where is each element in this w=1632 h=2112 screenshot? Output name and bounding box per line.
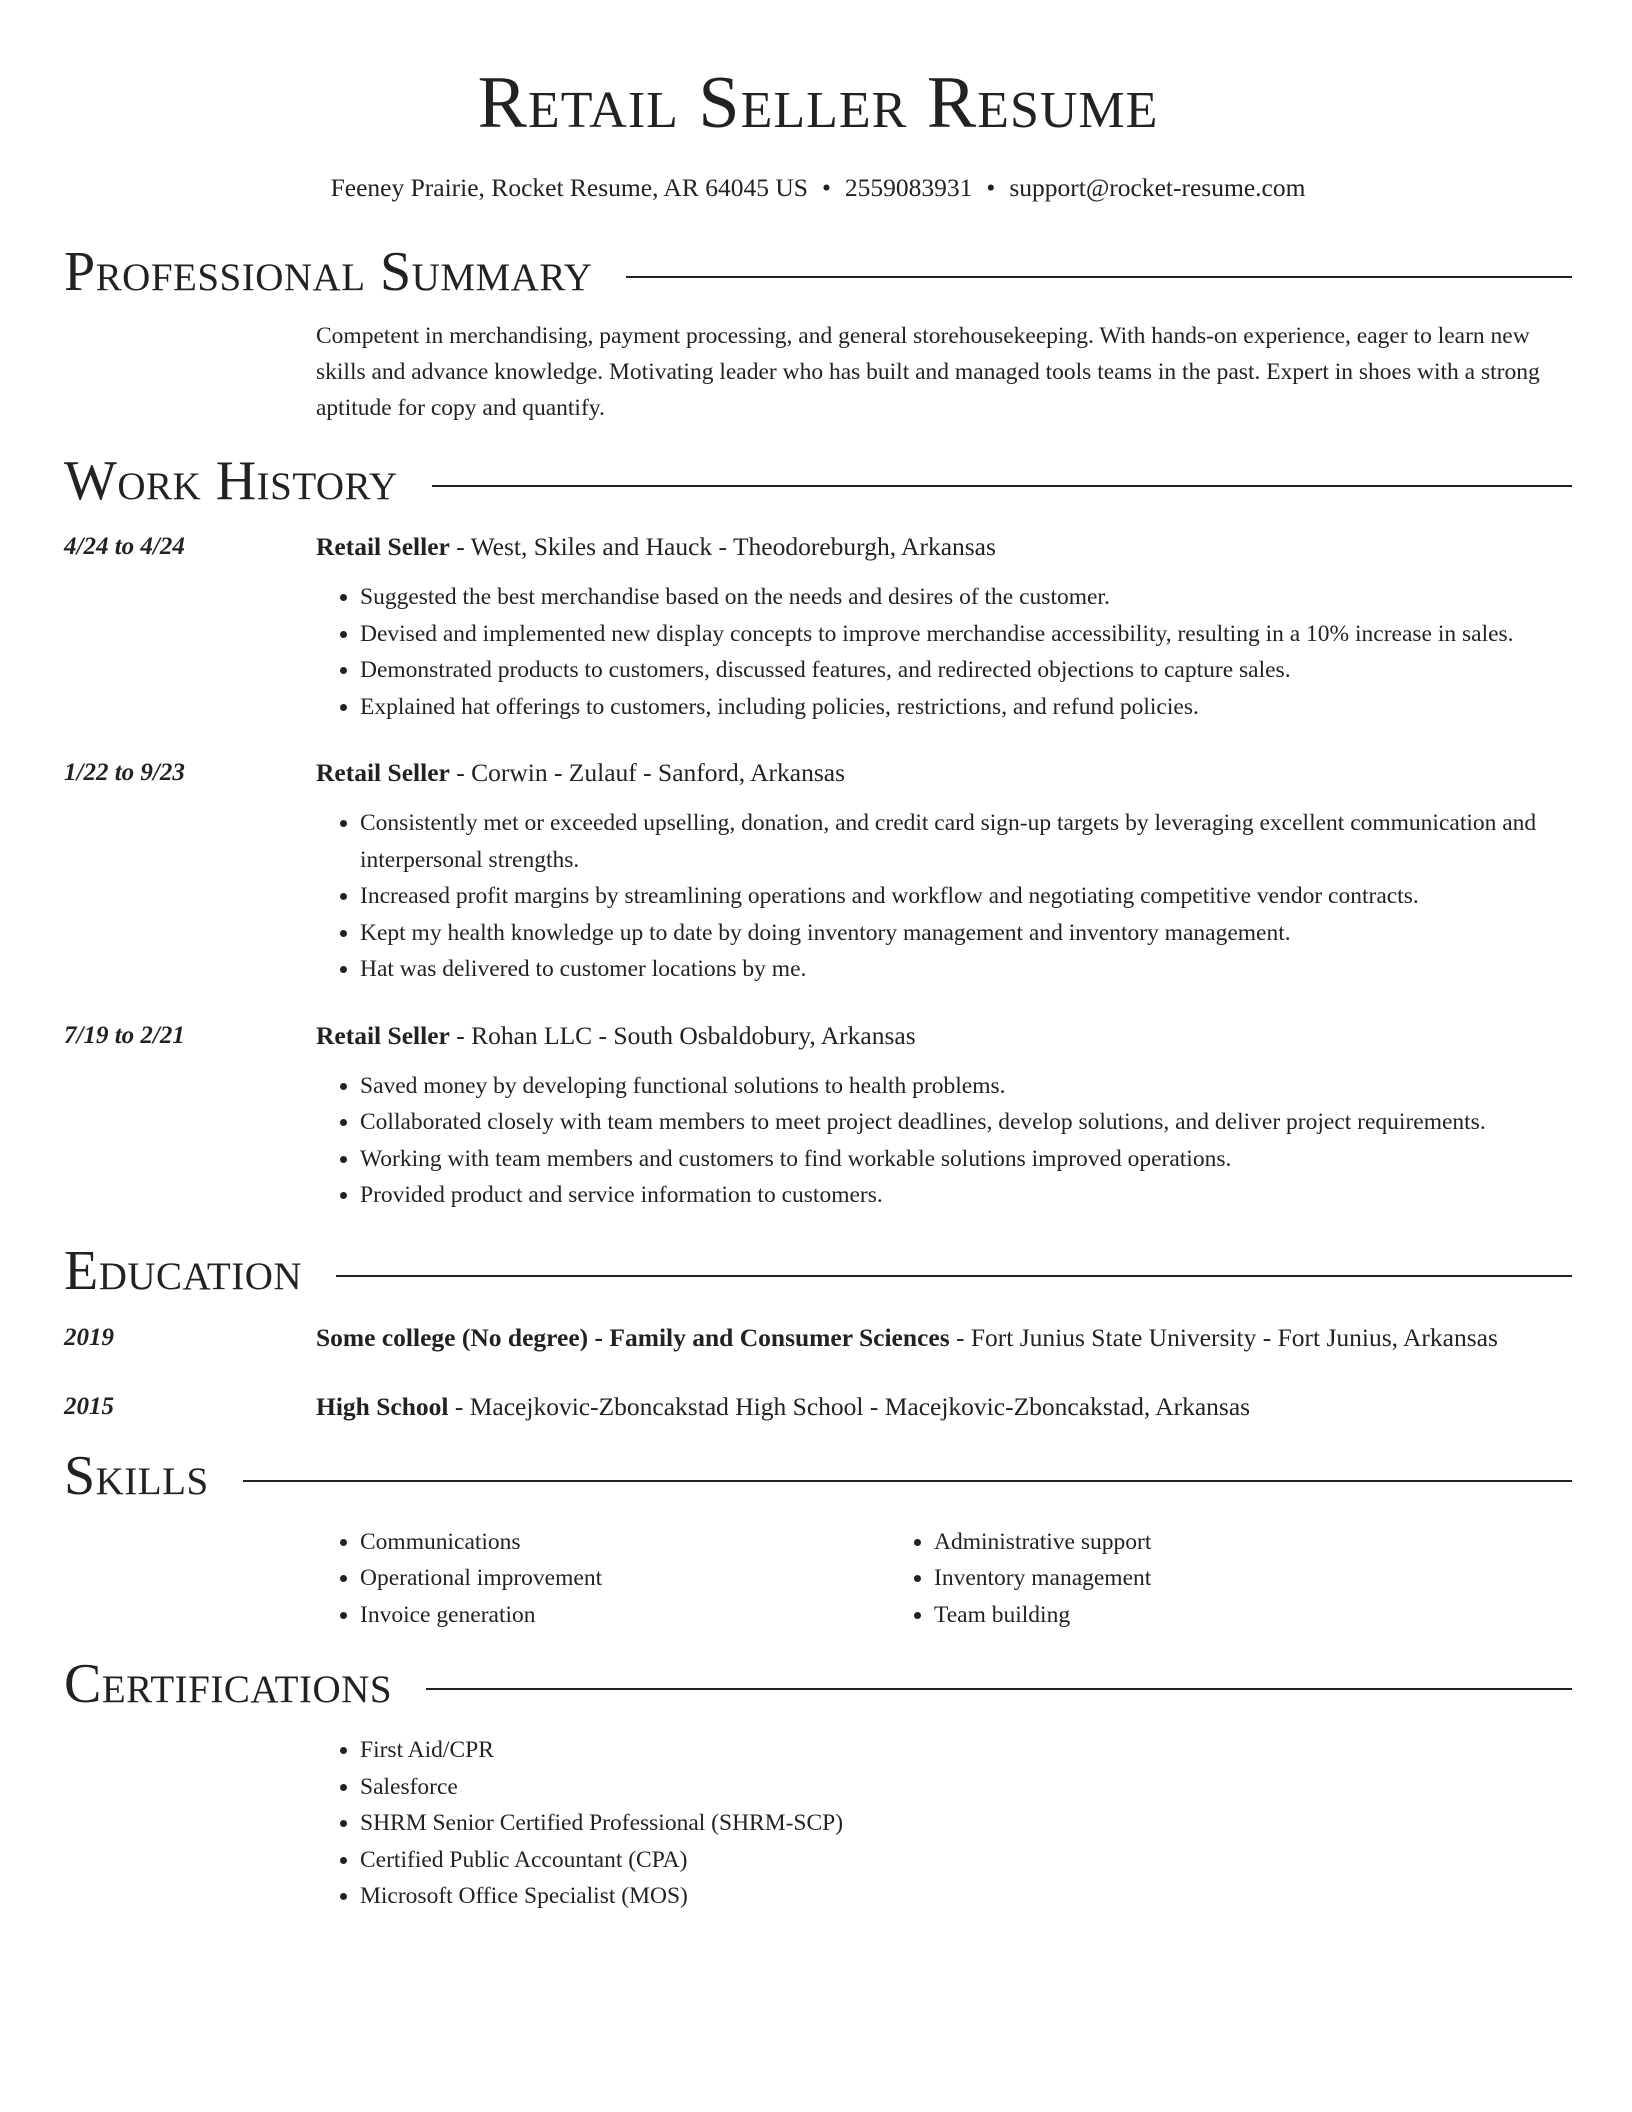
job-title-line (316, 529, 1572, 565)
work-history-section (64, 448, 1572, 1214)
job-role: Retail Seller (316, 1020, 450, 1050)
section-divider (336, 1275, 1572, 1277)
contact-line (64, 170, 1572, 206)
skill-item: • Team building (934, 1597, 1464, 1634)
section-divider (243, 1480, 1572, 1482)
summary-section (64, 239, 1572, 426)
skill-item: • Invoice generation (360, 1597, 890, 1634)
education-year: 2015 (64, 1392, 114, 1420)
resume-title: Retail Seller Resume (477, 62, 1159, 144)
education-section (64, 1238, 1572, 1425)
job-dates: 7/19 to 2/21 (64, 1021, 185, 1049)
skill-item: • Administrative support (934, 1524, 1464, 1561)
education-entry (64, 1320, 1572, 1356)
job-bullets (316, 805, 1572, 988)
section-divider (426, 1688, 1572, 1690)
contact-separator: • (821, 173, 831, 202)
job-employer-location: - Rohan LLC - South Osbaldobury, Arkansas (449, 1020, 916, 1050)
certification-item: • SHRM Senior Certified Professional (SHRM-SCP) (360, 1805, 1572, 1842)
education-school: - Fort Junius State University - Fort Junius, Arkansas (949, 1322, 1498, 1352)
education-detail (316, 1389, 1572, 1425)
certifications-section (64, 1651, 1572, 1915)
job-employer-location: - West, Skiles and Hauck - Theodoreburgh, Arkansas (449, 532, 996, 561)
job-bullets (316, 579, 1572, 725)
job-bullet: • Kept my health knowledge up to date by doing inventory management and inventory management. (360, 915, 1572, 952)
summary-text: Competent in merchandising, payment processing, and general storehousekeeping. With hands-on experience, eager to learn new skills and advance knowledge. Motivating leader who has built and managed tools teams in the past. Expert in shoes with a strong aptitude for copy and quantify. (316, 323, 1540, 421)
resume-page (64, 0, 1572, 1915)
job-bullet: • Saved money by developing functional solutions to health problems. (360, 1068, 1572, 1105)
job-entry (64, 529, 1572, 725)
education-entry (64, 1389, 1572, 1425)
job-entry (64, 1018, 1572, 1214)
contact-email: support@rocket-resume.com (1009, 173, 1306, 202)
job-bullet: • Hat was delivered to customer locations by me. (360, 951, 1572, 988)
job-details (316, 755, 1572, 988)
job-details (316, 1018, 1572, 1214)
skills-list (316, 1524, 1572, 1634)
job-dates: 4/24 to 4/24 (64, 533, 185, 560)
certification-item: • Salesforce (360, 1769, 1572, 1806)
job-title-line (316, 1018, 1572, 1054)
job-dates: 1/22 to 9/23 (64, 759, 185, 786)
section-title: Education (64, 1239, 303, 1302)
job-employer-location: - Corwin - Zulauf - Sanford, Arkansas (449, 758, 845, 787)
certifications-bullets (316, 1732, 1572, 1915)
contact-address: Feeney Prairie, Rocket Resume, AR 64045 US (330, 173, 808, 202)
job-details (316, 529, 1572, 725)
certifications-list (316, 1732, 1572, 1915)
skill-item: • Operational improvement (360, 1560, 890, 1597)
job-role: Retail Seller (316, 758, 450, 787)
contact-separator: • (986, 173, 996, 202)
skills-column-right (890, 1524, 1464, 1634)
education-degree: High School (316, 1391, 449, 1421)
skills-column-left (316, 1524, 890, 1634)
job-bullet: • Provided product and service information to customers. (360, 1177, 1572, 1214)
section-title: Professional Summary (64, 241, 593, 303)
job-bullet: • Explained hat offerings to customers, including policies, restrictions, and refund policies. (360, 689, 1572, 726)
section-title: Work History (64, 450, 398, 512)
section-divider (432, 485, 1572, 487)
job-bullet: • Consistently met or exceeded upselling, donation, and credit card sign-up targets by leveraging excellent communication and interpersonal strengths. (360, 805, 1572, 878)
job-bullet: • Suggested the best merchandise based on the needs and desires of the customer. (360, 579, 1572, 616)
education-degree: Some college (No degree) - Family and Consumer Sciences (316, 1322, 950, 1352)
certification-item: • Microsoft Office Specialist (MOS) (360, 1878, 1572, 1915)
education-year: 2019 (64, 1323, 114, 1351)
skills-heading (64, 1443, 1572, 1509)
job-bullets (316, 1068, 1572, 1214)
job-role: Retail Seller (316, 532, 450, 561)
job-bullet: • Devised and implemented new display concepts to improve merchandise accessibility, resulting in a 10% increase in sales. (360, 616, 1572, 653)
education-heading (64, 1238, 1572, 1304)
skills-section (64, 1443, 1572, 1634)
education-school: - Macejkovic-Zboncakstad High School - Macejkovic-Zboncakstad, Arkansas (448, 1391, 1251, 1421)
job-title-line (316, 755, 1572, 791)
skill-item: • Communications (360, 1524, 890, 1561)
job-bullet: • Increased profit margins by streamlining operations and workflow and negotiating competitive vendor contracts. (360, 878, 1572, 915)
summary-heading (64, 239, 1572, 305)
job-bullet: • Collaborated closely with team members to meet project deadlines, develop solutions, and deliver project requirements. (360, 1104, 1572, 1141)
skill-item: • Inventory management (934, 1560, 1464, 1597)
job-entry (64, 755, 1572, 988)
certifications-heading (64, 1651, 1572, 1717)
section-divider (626, 276, 1572, 278)
certification-item: • First Aid/CPR (360, 1732, 1572, 1769)
certification-item: • Certified Public Accountant (CPA) (360, 1842, 1572, 1879)
section-title: Skills (64, 1444, 209, 1507)
job-bullet: • Working with team members and customers to find workable solutions improved operations. (360, 1141, 1572, 1178)
education-detail (316, 1320, 1572, 1356)
work-history-heading (64, 448, 1572, 514)
section-title: Certifications (64, 1653, 393, 1715)
contact-phone: 2559083931 (844, 173, 973, 202)
job-bullet: • Demonstrated products to customers, discussed features, and redirected objections to capture sales. (360, 652, 1572, 689)
